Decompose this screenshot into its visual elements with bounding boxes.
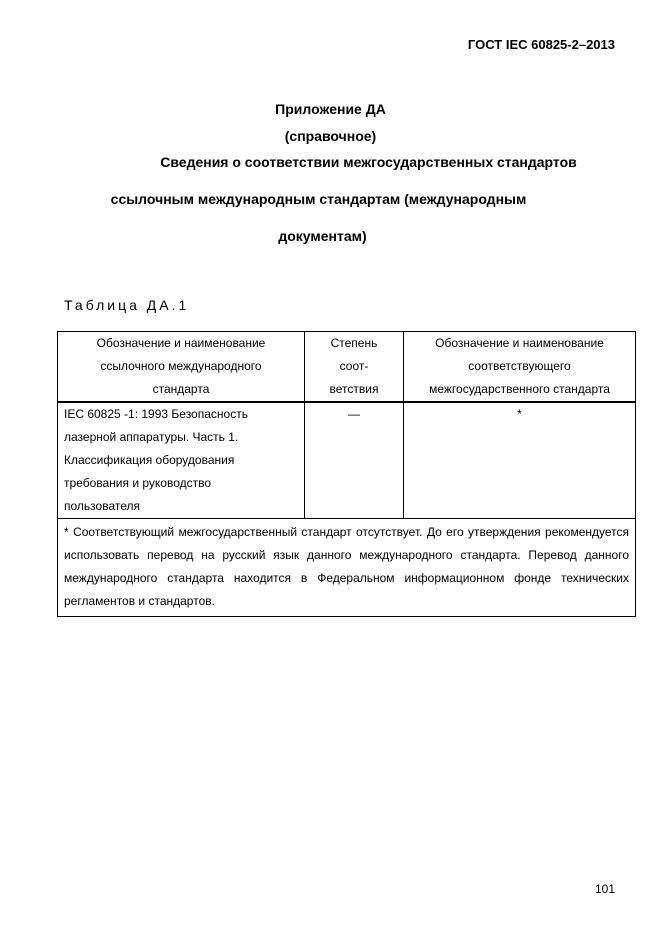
cell-text: требования и руководство bbox=[64, 476, 212, 490]
header-text: Обозначение и наименование bbox=[96, 336, 266, 350]
document-code: ГОСТ IEC 60825-2–2013 bbox=[467, 37, 615, 52]
annex-heading-line-2: ссылочным международным стандартам (международным bbox=[110, 191, 527, 207]
header-text: Степень bbox=[330, 336, 378, 350]
header-text: ссылочного международного bbox=[100, 359, 262, 373]
header-text: стандарта bbox=[152, 382, 210, 396]
table-footnote: * Соответствующий межгосударственный стандарт отсутствует. До его утверждения рекомендуется использовать перевод на русский язык данного международного стандарта. Перевод данного международного стандарта находится в Федеральном информационном фонде технических регламентов и стандартов. bbox=[58, 519, 636, 617]
header-text: ветствия bbox=[329, 382, 379, 396]
annex-title: Приложение ДА bbox=[275, 101, 386, 117]
header-text: соответствующего bbox=[468, 359, 571, 373]
table-label: Таблица ДА.1 bbox=[64, 297, 190, 313]
annex-heading-line-3: документам) bbox=[278, 228, 367, 244]
header-cell-reference bbox=[58, 332, 305, 403]
page-number: 101 bbox=[595, 882, 616, 896]
cell-national-standard: * bbox=[404, 402, 636, 519]
header-text: межгосударственного стандарта bbox=[429, 382, 610, 396]
cell-text: пользователя bbox=[64, 499, 140, 513]
cell-degree: — bbox=[305, 402, 404, 519]
table-row bbox=[58, 402, 636, 519]
annex-heading-line-1: Сведения о соответствии межгосударственных стандартов bbox=[160, 154, 577, 170]
table-footnote-row bbox=[58, 519, 636, 617]
cell-reference-standard bbox=[58, 402, 305, 519]
table-header-row bbox=[58, 332, 636, 403]
annex-subtitle: (справочное) bbox=[284, 128, 377, 144]
cell-text: лазерной аппаратуры. Часть 1. bbox=[64, 430, 239, 444]
correspondence-table bbox=[57, 331, 636, 617]
header-text: Обозначение и наименование bbox=[435, 336, 604, 350]
header-text: соот- bbox=[339, 359, 369, 373]
header-cell-national bbox=[404, 332, 636, 403]
cell-text: IEC 60825 -1: 1993 Безопасность bbox=[64, 407, 248, 421]
header-cell-degree bbox=[305, 332, 404, 403]
cell-text: Классификация оборудования bbox=[64, 453, 235, 467]
